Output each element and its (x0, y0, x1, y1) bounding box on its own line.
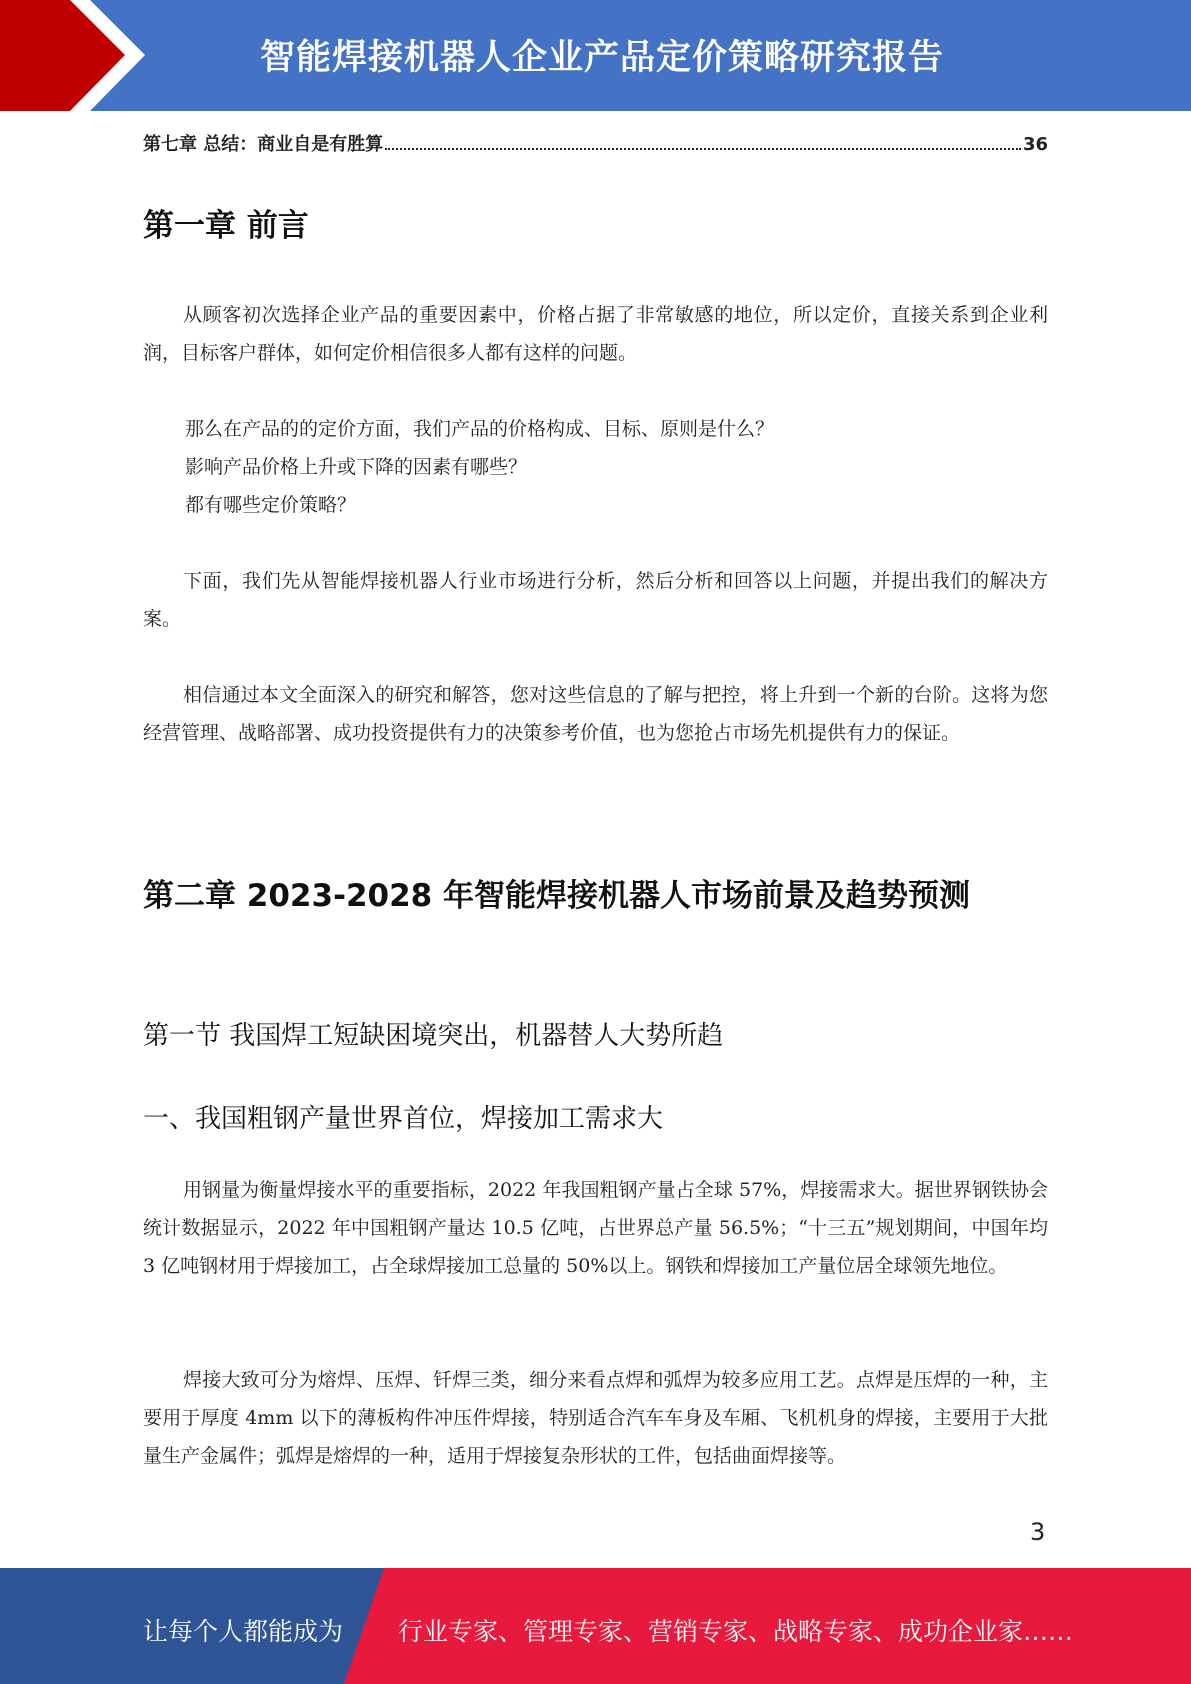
toc-entry-page: 36 (1022, 134, 1048, 155)
chapter-1-heading: 第一章 前言 (143, 208, 309, 244)
section-1-heading: 第一节 我国焊工短缺困境突出，机器替人大势所趋 (143, 1021, 724, 1051)
chapter-1-value-paragraph: 相信通过本文全面深入的研究和解答，您对这些信息的了解与把控，将上升到一个新的台阶。这将为您经营管理、战略部署、成功投资提供有力的决策参考价值，也为您抢占市场先机提供有力的保证。 (143, 684, 1048, 744)
toc-entry[interactable] (143, 130, 1048, 156)
chapter-2-heading: 第二章 2023-2028 年智能焊接机器人市场前景及趋势预测 (143, 878, 971, 914)
steel-output-paragraph: 用钢量为衡量焊接水平的重要指标，2022 年我国粗钢产量占全球 57%，焊接需求大。据世界钢铁协会统计数据显示，2022 年中国粗钢产量达 10.5 亿吨，占世界总产量 56.5%；“十三五”规划期间，中国年均 3 亿吨钢材用于焊接加工，占全球焊接加工总量的 50%以上。钢铁和焊接加工产量位居全球领先地位。 (143, 1179, 1048, 1277)
welding-types-paragraph: 焊接大致可分为熔焊、压焊、钎焊三类，细分来看点焊和弧焊为较多应用工艺。点焊是压焊的一种，主要用于厚度 4mm 以下的薄板构件冲压件焊接，特别适合汽车车身及车厢、飞机机身的焊接，主要用于大批量生产金属件；弧焊是熔焊的一种，适用于焊接复杂形状的工件，包括曲面焊接等。 (143, 1369, 1048, 1467)
report-header (0, 0, 1191, 111)
question-line-2: 影响产品价格上升或下降的因素有哪些？ (185, 456, 528, 478)
chapter-1-next-paragraph: 下面，我们先从智能焊接机器人行业市场进行分析，然后分析和回答以上问题，并提出我们的解决方案。 (143, 570, 1048, 630)
footer-slogan-right: 行业专家、管理专家、营销专家、战略专家、成功企业家…… (398, 1617, 1074, 1646)
footer-slogan-left: 让每个人都能成为 (143, 1617, 344, 1646)
header-chevron-decoration (0, 0, 160, 111)
report-title: 智能焊接机器人企业产品定价策略研究报告 (260, 38, 945, 78)
page-number: 3 (1030, 1518, 1046, 1546)
toc-leader-dots (385, 148, 1021, 150)
subsection-1-heading: 一、我国粗钢产量世界首位，焊接加工需求大 (143, 1104, 664, 1134)
toc-entry-label: 第七章 总结：商业自是有胜算 (143, 134, 384, 155)
question-line-3: 都有哪些定价策略？ (185, 494, 357, 516)
question-line-1: 那么在产品的的定价方面，我们产品的价格构成、目标、原则是什么？ (185, 418, 775, 440)
chapter-1-intro-paragraph: 从顾客初次选择企业产品的重要因素中，价格占据了非常敏感的地位，所以定价，直接关系到企业利润，目标客户群体，如何定价相信很多人都有这样的问题。 (143, 304, 1048, 364)
